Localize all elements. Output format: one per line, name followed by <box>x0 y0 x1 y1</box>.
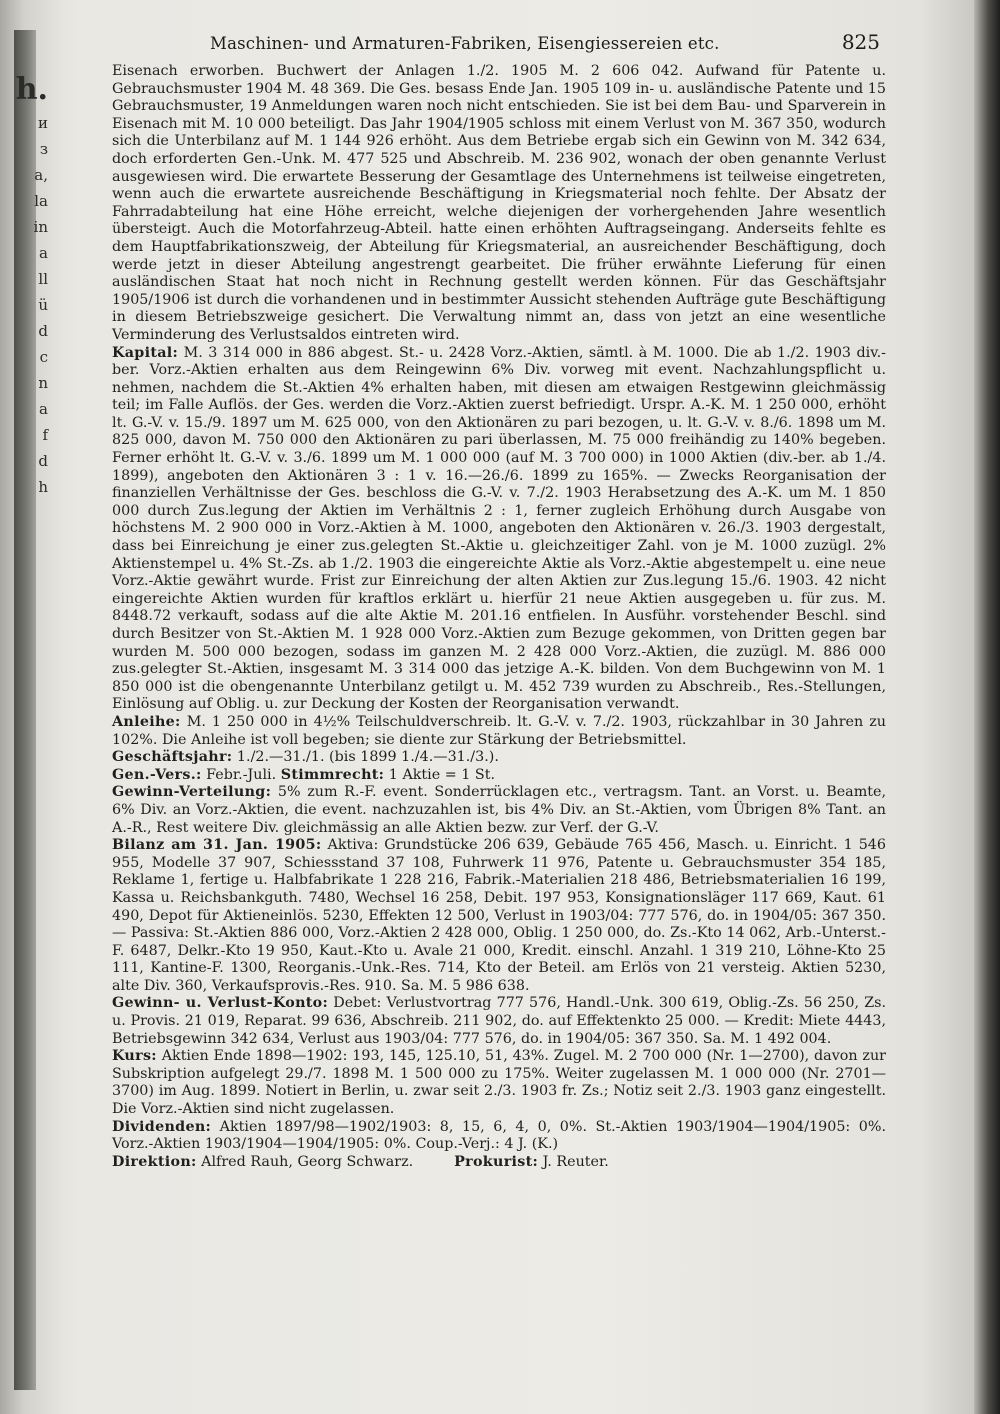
section-text: Aktiva: Grundstücke 206 639, Gebäude 765 456, Masch. u. Einricht. 1 546 955, Modelle 37 907, Schiessstand 37 108, Fuhrwerk 11 976, Patente u. Gebrauchsmuster 354 185, Reklame 1, fertige u. Halbfabrikate 1 228 216, Fabrik.-Materialien 218 486, Betriebsmaterialien 16 199, Kassa u. Reichsbankguth. 7480, Wechsel 16 258, Debit. 197 953, Konsignationsläger 117 669, Kaut. 61 490, Depot für Aktieneinlös. 5230, Effekten 12 500, Verlust in 1903/04: 777 576, do. in 1904/05: 367 350. — Passiva: St.-Aktien 886 000, Vorz.-Aktien 2 428 000, Oblig. 1 250 000, do. Zs.-Kto 14 062, Arb.-Unterst.-F. 6487, Delkr.-Kto 19 950, Kaut.-Kto u. Avale 21 000, Kredit. einschl. Anzahl. 1 319 210, Löhne-Kto 25 111, Kantine-F. 1300, Reorganis.-Unk.-Res. 714, Kto der Beteil. am Erlös von 21 versteig. Aktien 5230, alte Div. 360, Verkaufsprovis.-Res. 910. Sa. M. 5 986 638. <box>112 837 886 994</box>
section-bilanz <box>112 837 886 995</box>
margin-fragment: з <box>39 140 48 158</box>
section-text: Alfred Rauh, Georg Schwarz. <box>201 1153 414 1170</box>
margin-fragment: a, <box>34 166 48 184</box>
section-label-secondary: Stimmrecht: <box>280 766 385 783</box>
margin-fragment: и <box>38 114 48 132</box>
previous-page-fragments <box>0 70 48 500</box>
margin-fragment: h. <box>15 72 48 107</box>
section-dividenden <box>112 1119 886 1154</box>
section-label: Kurs: <box>112 1048 157 1065</box>
page-edge-shadow <box>974 0 1000 1414</box>
section-text: Aktien Ende 1898—1902: 193, 145, 125.10, 51, 43%. Zugel. M. 2 700 000 (Nr. 1—2700), davon zur Subskription aufgelegt 29./7. 1898 M. 1 500 000 zu 175%. Weiter zugelassen M. 1 000 000 (Nr. 2701—3700) im Aug. 1899. Notiert in Berlin, u. zwar seit 2./3. 1903 fr. Zs.; Notiz seit 2./3. 1903 ganz eingestellt. Die Vorz.-Aktien sind nicht zugelassen. <box>112 1048 886 1118</box>
margin-fragment: n <box>38 374 48 392</box>
section-direktion <box>112 1154 886 1172</box>
margin-fragment: d <box>38 322 48 340</box>
section-label: Anleihe: <box>112 713 181 730</box>
section-anleihe <box>112 714 886 749</box>
section-label: Dividenden: <box>112 1118 212 1135</box>
section-geschaeftsjahr <box>112 749 886 767</box>
section-kurs <box>112 1048 886 1118</box>
page-body <box>112 63 886 1171</box>
margin-fragment: a <box>39 244 48 262</box>
running-title: Maschinen- und Armaturen-Fabriken, Eisengiessereien etc. <box>210 34 720 53</box>
margin-fragment: ü <box>38 296 48 314</box>
section-text: Febr.-Juli. <box>206 766 277 783</box>
section-gewinn-verteilung <box>112 784 886 837</box>
page-number: 825 <box>841 30 880 54</box>
section-text-secondary: 1 Aktie = 1 St. <box>388 766 495 783</box>
margin-fragment: la <box>34 192 48 210</box>
section-label: Gewinn-Verteilung: <box>112 784 272 801</box>
section-kapital <box>112 345 886 714</box>
margin-fragment: f <box>42 426 48 444</box>
section-label: Gen.-Vers.: <box>112 766 202 783</box>
section-text: Debet: Verlustvortrag 777 576, Handl.-Unk. 300 619, Oblig.-Zs. 56 250, Zs. u. Provis. 21 019, Reparat. 99 636, Abschreib. 211 902, do. auf Effektenkto 25 000. — Kredit: Miete 4443, Betriebsgewinn 342 634, Verlust aus 1903/04: 777 576, do. in 1904/05: 367 350. Sa. M. 1 492 004. <box>112 995 887 1047</box>
section-label: Bilanz am 31. Jan. 1905: <box>112 837 322 854</box>
section-text: 5% zum R.-F. event. Sonderrücklagen etc., vertragsm. Tant. an Vorst. u. Beamte, 6% Div. an Vorz.-Aktien, die event. nachzuzahlen ist, bis 4% Div. an St.-Aktien, vom Übrigen 8% Tant. an A.-R., Rest weitere Div. gleichmässig an alle Aktien bezw. zur Verf. der G.-V. <box>112 784 886 836</box>
section-label-secondary: Prokurist: <box>454 1153 539 1170</box>
section-text: 1./2.—31./1. (bis 1899 1./4.—31./3.). <box>236 749 499 766</box>
section-text-secondary: J. Reuter. <box>542 1153 609 1170</box>
section-text: M. 1 250 000 in 4½% Teilschuldverschreib. lt. G.-V. v. 7./2. 1903, rückzahlbar in 30 Jahren zu 102%. Die Anleihe ist voll begeben; sie diente zur Stärkung der Betriebsmittel. <box>112 713 886 748</box>
margin-fragment: a <box>39 400 48 418</box>
margin-fragment: ll <box>38 270 48 288</box>
page-header <box>70 26 880 62</box>
margin-fragment: c <box>39 348 48 366</box>
section-gewinn-verlust-konto <box>112 995 886 1048</box>
section-label: Kapital: <box>112 344 179 361</box>
section-label: Gewinn- u. Verlust-Konto: <box>112 995 329 1012</box>
section-label: Direktion: <box>112 1153 197 1170</box>
margin-fragment: h <box>38 478 48 496</box>
intro-paragraph: Eisenach erworben. Buchwert der Anlagen 1./2. 1905 M. 2 606 042. Aufwand für Patente u. Gebrauchsmuster 1904 M. 48 369. Die Ges. besass Ende Jan. 1905 109 in- u. ausländische Patente und 15 Gebrauchsmuster, 19 Anmeldungen waren noch nicht entschieden. Sie ist bei dem Bau- und Sparverein in Eisenach mit M. 10 000 beteiligt. Das Jahr 1904/1905 schloss mit einem Verlust von M. 367 350, wodurch sich die Unterbilanz auf M. 1 144 926 erhöht. Aus dem Betriebe ergab sich ein Gewinn von M. 342 634, doch erforderten Gen.-Unk. M. 477 525 und Abschreib. M. 236 902, wonach der oben genannte Verlust ausgewiesen wird. Die erwartete Besserung der Gesamtlage des Unternehmens ist teilweise eingetreten, wenn auch die erwartete ausreichende Beschäftigung in Kriegsmaterial noch fehlte. Der Absatz der Fahrradabteilung hat eine Höhe erreicht, welche diejenigen der vorhergehenden Jahre wesentlich übersteigt. Auch die Motorfahrzeug-Abteil. hatte einen erhöhten Auftragseingang. Anderseits fehlte es dem Hauptfabrikationszweig, der Abteilung für Kriegsmaterial, an ausreichender Beschäftigung, doch werde jetzt in dieser Abteilung angestrengt gearbeitet. Die früher erwähnte Lieferung für einen ausländischen Staat hat noch nicht in Rechnung gestellt werden können. Für das Geschäftsjahr 1905/1906 ist durch die vorhandenen und in bestimmter Aussicht stehenden Aufträge gute Beschäftigung in diesem Betriebszweige gesichert. Die Verwaltung nimmt an, dass von jetzt an eine wesentliche Verminderung des Verlustsaldos eintreten wird. <box>112 63 886 343</box>
section-text: Aktien 1897/98—1902/1903: 8, 15, 6, 4, 0, 0%. St.-Aktien 1903/1904—1904/1905: 0%. Vorz.-Aktien 1903/1904—1904/1905: 0%. Coup.-Verj.: 4 J. (K.) <box>112 1118 886 1153</box>
margin-fragment: in <box>33 218 48 236</box>
section-gen-vers <box>112 767 886 785</box>
section-text: M. 3 314 000 in 886 abgest. St.- u. 2428 Vorz.-Aktien, sämtl. à M. 1000. Die ab 1./2. 1903 div.-ber. Vorz.-Aktien erhalten aus dem Reingewinn 6% Div. vorweg mit event. Nachzahlungspflicht u. nehmen, nachdem die St.-Aktien 4% erhalten haben, mit diesen am etwaigen Restgewinn gleichmässig teil; im Falle Auflös. der Ges. werden die Vorz.-Aktien zuerst befriedigt. Urspr. A.-K. M. 1 250 000, erhöht lt. G.-V. v. 15./9. 1897 um M. 625 000, von den Aktionären zu pari bezogen, u. lt. G.-V. v. 8./6. 1898 um M. 825 000, davon M. 750 000 den Aktionären zu pari überlassen, M. 75 000 freihändig zu 140% begeben. Ferner erhöht lt. G.-V. v. 3./6. 1899 um M. 1 000 000 (auf M. 3 700 000) in 1000 Aktien (div.-ber. ab 1./4. 1899), angeboten den Aktionären 3 : 1 v. 16.—26./6. 1899 zu 165%. — Zwecks Reorganisation der finanziellen Verhältnisse der Ges. beschloss die G.-V. v. 7./2. 1903 Herabsetzung des A.-K. um M. 1 850 000 durch Zus.legung der Aktien im Verhältnis 2 : 1, ferner zugleich Erhöhung durch Ausgabe von höchstens M. 2 900 000 in Vorz.-Aktien à M. 1000, angeboten den Aktionären v. 26./3. 1903 dergestalt, dass bei Einreichung je einer zus.gelegten St.-Aktie u. gleichzeitiger Zahl. von je M. 1000 zuzügl. 2% Aktienstempel u. 4% St.-Zs. ab 1./2. 1903 die eingereichte Aktie als Vorz.-Aktie abgestempelt u. eine neue Vorz.-Aktie gewährt wurde. Frist zur Einreichung der alten Aktien zur Zus.legung 15./6. 1903. 42 nicht eingereichte Aktien wurden für kraftlos erklärt u. hierfür 21 neue Aktien ausgegeben u. für zus. M. 8448.72 verkauft, sodass auf die alte Aktie M. 201.16 entfielen. In Ausführ. vorstehender Beschl. sind durch Besitzer von St.-Aktien M. 1 928 000 Vorz.-Aktien zum Bezuge gekommen, von Dritten gegen bar wurden M. 500 000 bezogen, sodass im ganzen M. 2 428 000 Vorz.-Aktien, die zuzügl. M. 886 000 zus.gelegter St.-Aktien, insgesamt M. 3 314 000 das jetzige A.-K. bilden. Von dem Buchgewinn von M. 1 850 000 ist die obengenannte Unterbilanz getilgt u. M. 452 739 wurden zu Abschreib., Res.-Stellungen, Einlösung auf Oblig. u. zur Deckung der Kosten der Reorganisation verwandt. <box>112 344 887 713</box>
section-label: Geschäftsjahr: <box>112 749 233 766</box>
margin-fragment: d <box>38 452 48 470</box>
